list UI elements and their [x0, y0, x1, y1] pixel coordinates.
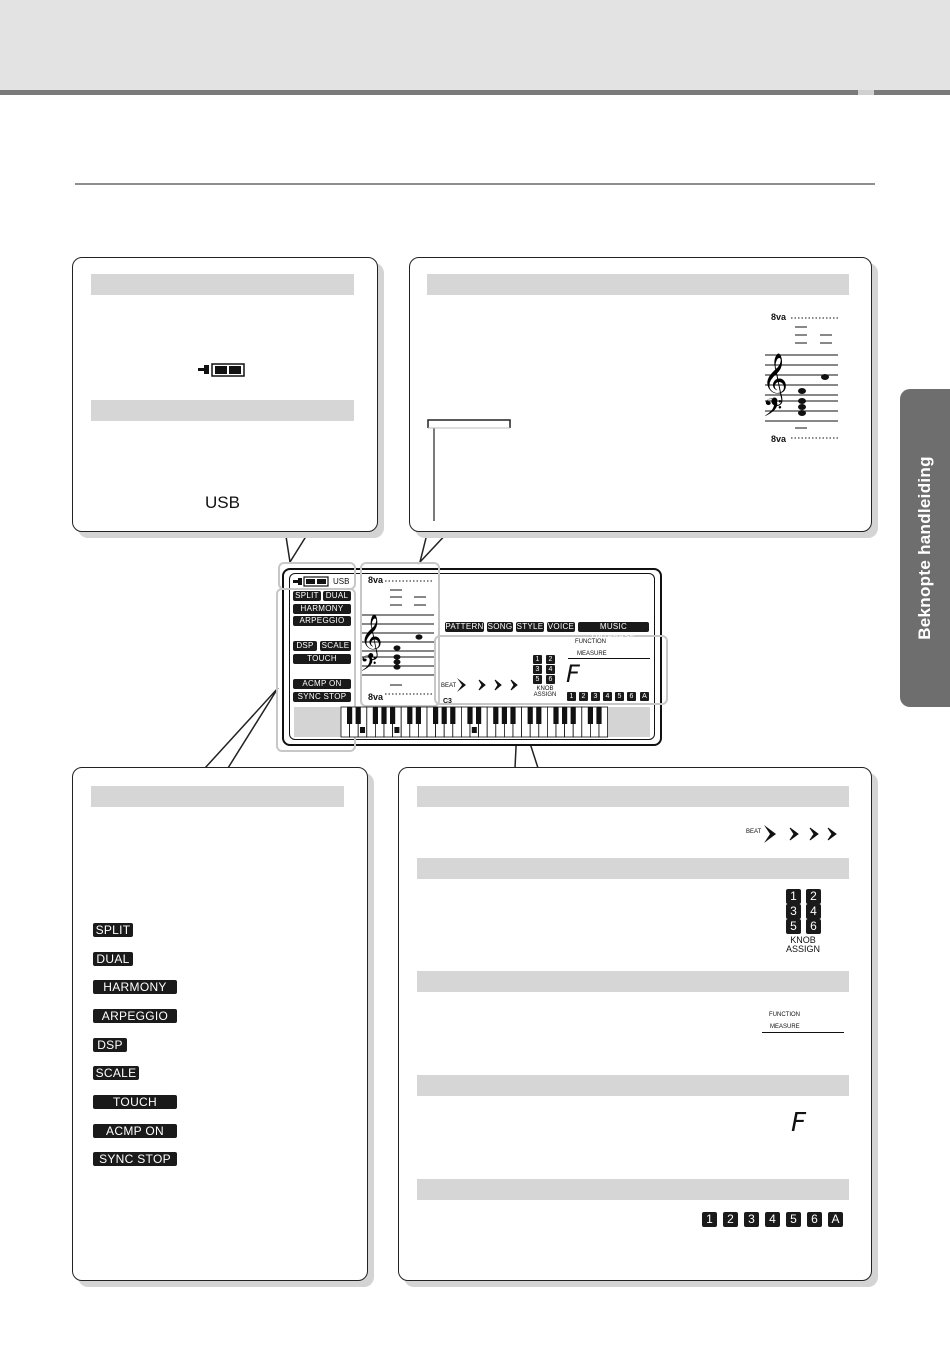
heading-bar: [417, 858, 849, 879]
black-key: [442, 707, 447, 724]
heading-bar: [417, 1075, 849, 1096]
track-2: 2: [723, 1212, 738, 1227]
lcd-measure-label: MEASURE: [577, 651, 607, 657]
lcd-track-2: 2: [579, 692, 588, 701]
lcd-tag-song: SONG: [487, 622, 513, 631]
callout-panel-staff: [409, 257, 872, 532]
knob-5: 5: [786, 919, 801, 934]
svg-text:𝄢: 𝄢: [763, 394, 783, 429]
lcd-knob-assign-label: KNOB ASSIGN: [533, 686, 557, 698]
svg-text:𝄢: 𝄢: [360, 652, 377, 682]
side-tab-label: Beknopte handleiding: [915, 456, 934, 640]
pressed-key-marker: [394, 727, 399, 733]
lcd-beat-arrows: [457, 676, 527, 694]
black-key: [476, 707, 481, 724]
black-key: [433, 707, 438, 724]
lcd-measure-rule: [568, 658, 650, 659]
lcd-tag-voice: VOICE: [547, 622, 575, 631]
black-key: [571, 707, 576, 724]
black-key: [356, 707, 361, 724]
measure-label: MEASURE: [770, 1024, 800, 1030]
indicator-sync-stop: SYNC STOP: [93, 1152, 177, 1166]
lcd-knob-6: 6: [546, 675, 555, 684]
knob-2: 2: [806, 889, 821, 904]
lcd-beat-label: BEAT: [441, 683, 457, 689]
lcd-knob-2: 2: [546, 655, 555, 664]
lcd-knob-4: 4: [546, 665, 555, 674]
lcd-tag-dual: DUAL: [323, 591, 351, 601]
heading-bar: [91, 786, 344, 807]
pressed-key-marker: [360, 727, 365, 733]
knob-1: 1: [786, 889, 801, 904]
black-key: [450, 707, 455, 724]
lcd-char-display: F: [566, 660, 580, 688]
black-key: [502, 707, 507, 724]
knob-3: 3: [786, 904, 801, 919]
lcd-track-a: A: [640, 692, 649, 701]
lcd-track-3: 3: [591, 692, 600, 701]
black-key: [553, 707, 558, 724]
indicator-harmony: HARMONY: [93, 980, 177, 994]
lcd-function-label: FUNCTION: [575, 639, 606, 645]
lcd-tag-split: SPLIT: [293, 591, 321, 601]
lcd-tag-scale: SCALE: [321, 641, 350, 650]
black-key: [588, 707, 593, 724]
indicator-touch: TOUCH: [93, 1095, 177, 1109]
pressed-key-marker: [472, 727, 477, 733]
track-1: 1: [702, 1212, 717, 1227]
battery-icon: [198, 363, 248, 377]
lcd-octave-bottom: 8va: [368, 692, 384, 702]
lcd-track-5: 5: [615, 692, 624, 701]
heading-bar: [417, 786, 849, 807]
knob-4: 4: [806, 904, 821, 919]
char-display: F: [791, 1108, 806, 1138]
callout-panel-power-usb: [72, 257, 378, 532]
usb-label: USB: [205, 493, 240, 512]
black-key: [596, 707, 601, 724]
black-key: [562, 707, 567, 724]
indicator-arpeggio: ARPEGGIO: [93, 1009, 177, 1023]
lcd-track-1: 1: [567, 692, 576, 701]
track-4: 4: [765, 1212, 780, 1227]
lcd-tag-music-database: MUSIC DATABASE: [578, 622, 649, 632]
beat-label: BEAT: [746, 829, 762, 835]
track-3: 3: [744, 1212, 759, 1227]
indicator-dsp: DSP: [93, 1038, 127, 1052]
lcd-tag-acmp-on: ACMP ON: [293, 679, 351, 689]
lcd-tag-touch: TOUCH: [293, 654, 351, 664]
lcd-tag-style: STYLE: [516, 622, 544, 631]
black-key: [381, 707, 386, 724]
lcd-octave-top: 8va: [368, 575, 384, 585]
black-key: [493, 707, 498, 724]
svg-text:𝄞: 𝄞: [762, 353, 789, 404]
bracket-marker: [426, 416, 526, 526]
function-label: FUNCTION: [769, 1012, 800, 1018]
indicator-split: SPLIT: [93, 923, 133, 937]
black-key: [528, 707, 533, 724]
lcd-keyboard: [341, 707, 611, 737]
lcd-tag-pattern: PATTERN: [445, 622, 484, 631]
track-5: 5: [786, 1212, 801, 1227]
measure-rule: [762, 1032, 844, 1033]
heading-bar: [91, 274, 354, 295]
octave-label-top: 8va: [771, 312, 787, 322]
lcd-usb-label: USB: [333, 577, 350, 586]
lcd-knob-1: 1: [533, 655, 542, 664]
lcd-knob-5: 5: [533, 675, 542, 684]
indicator-scale: SCALE: [93, 1066, 139, 1080]
svg-text:𝄞: 𝄞: [360, 614, 383, 658]
heading-bar: [427, 274, 849, 295]
heading-bar: [417, 971, 849, 992]
octave-label-bottom: 8va: [771, 434, 787, 444]
lcd-knob-3: 3: [533, 665, 542, 674]
black-key: [373, 707, 378, 724]
heading-bar: [417, 1179, 849, 1200]
track-a: A: [828, 1212, 843, 1227]
lcd-track-6: 6: [627, 692, 636, 701]
heading-bar: [91, 400, 354, 421]
lcd-tag-sync-stop: SYNC STOP: [293, 692, 351, 702]
track-6: 6: [807, 1212, 822, 1227]
black-key: [390, 707, 395, 724]
black-key: [416, 707, 421, 724]
indicator-dual: DUAL: [93, 952, 133, 966]
music-staff-icon: [760, 313, 850, 448]
black-key: [467, 707, 472, 724]
black-key: [510, 707, 515, 724]
lcd-tag-arpeggio: ARPEGGIO: [293, 616, 351, 626]
knob-assign-label: KNOB ASSIGN: [785, 935, 820, 954]
indicator-acmp-on: ACMP ON: [93, 1124, 177, 1138]
black-key: [536, 707, 541, 724]
lcd-staff-icon: [358, 577, 438, 697]
callout-panel-indicators: [72, 767, 368, 1281]
black-key: [407, 707, 412, 724]
lcd-track-4: 4: [603, 692, 612, 701]
lcd-tag-dsp: DSP: [293, 641, 317, 651]
lcd-tag-harmony: HARMONY: [293, 604, 351, 614]
black-key: [347, 707, 352, 724]
lcd-key-label: C3: [443, 698, 452, 705]
knob-6: 6: [806, 919, 821, 934]
beat-arrows-icon: [764, 823, 844, 845]
